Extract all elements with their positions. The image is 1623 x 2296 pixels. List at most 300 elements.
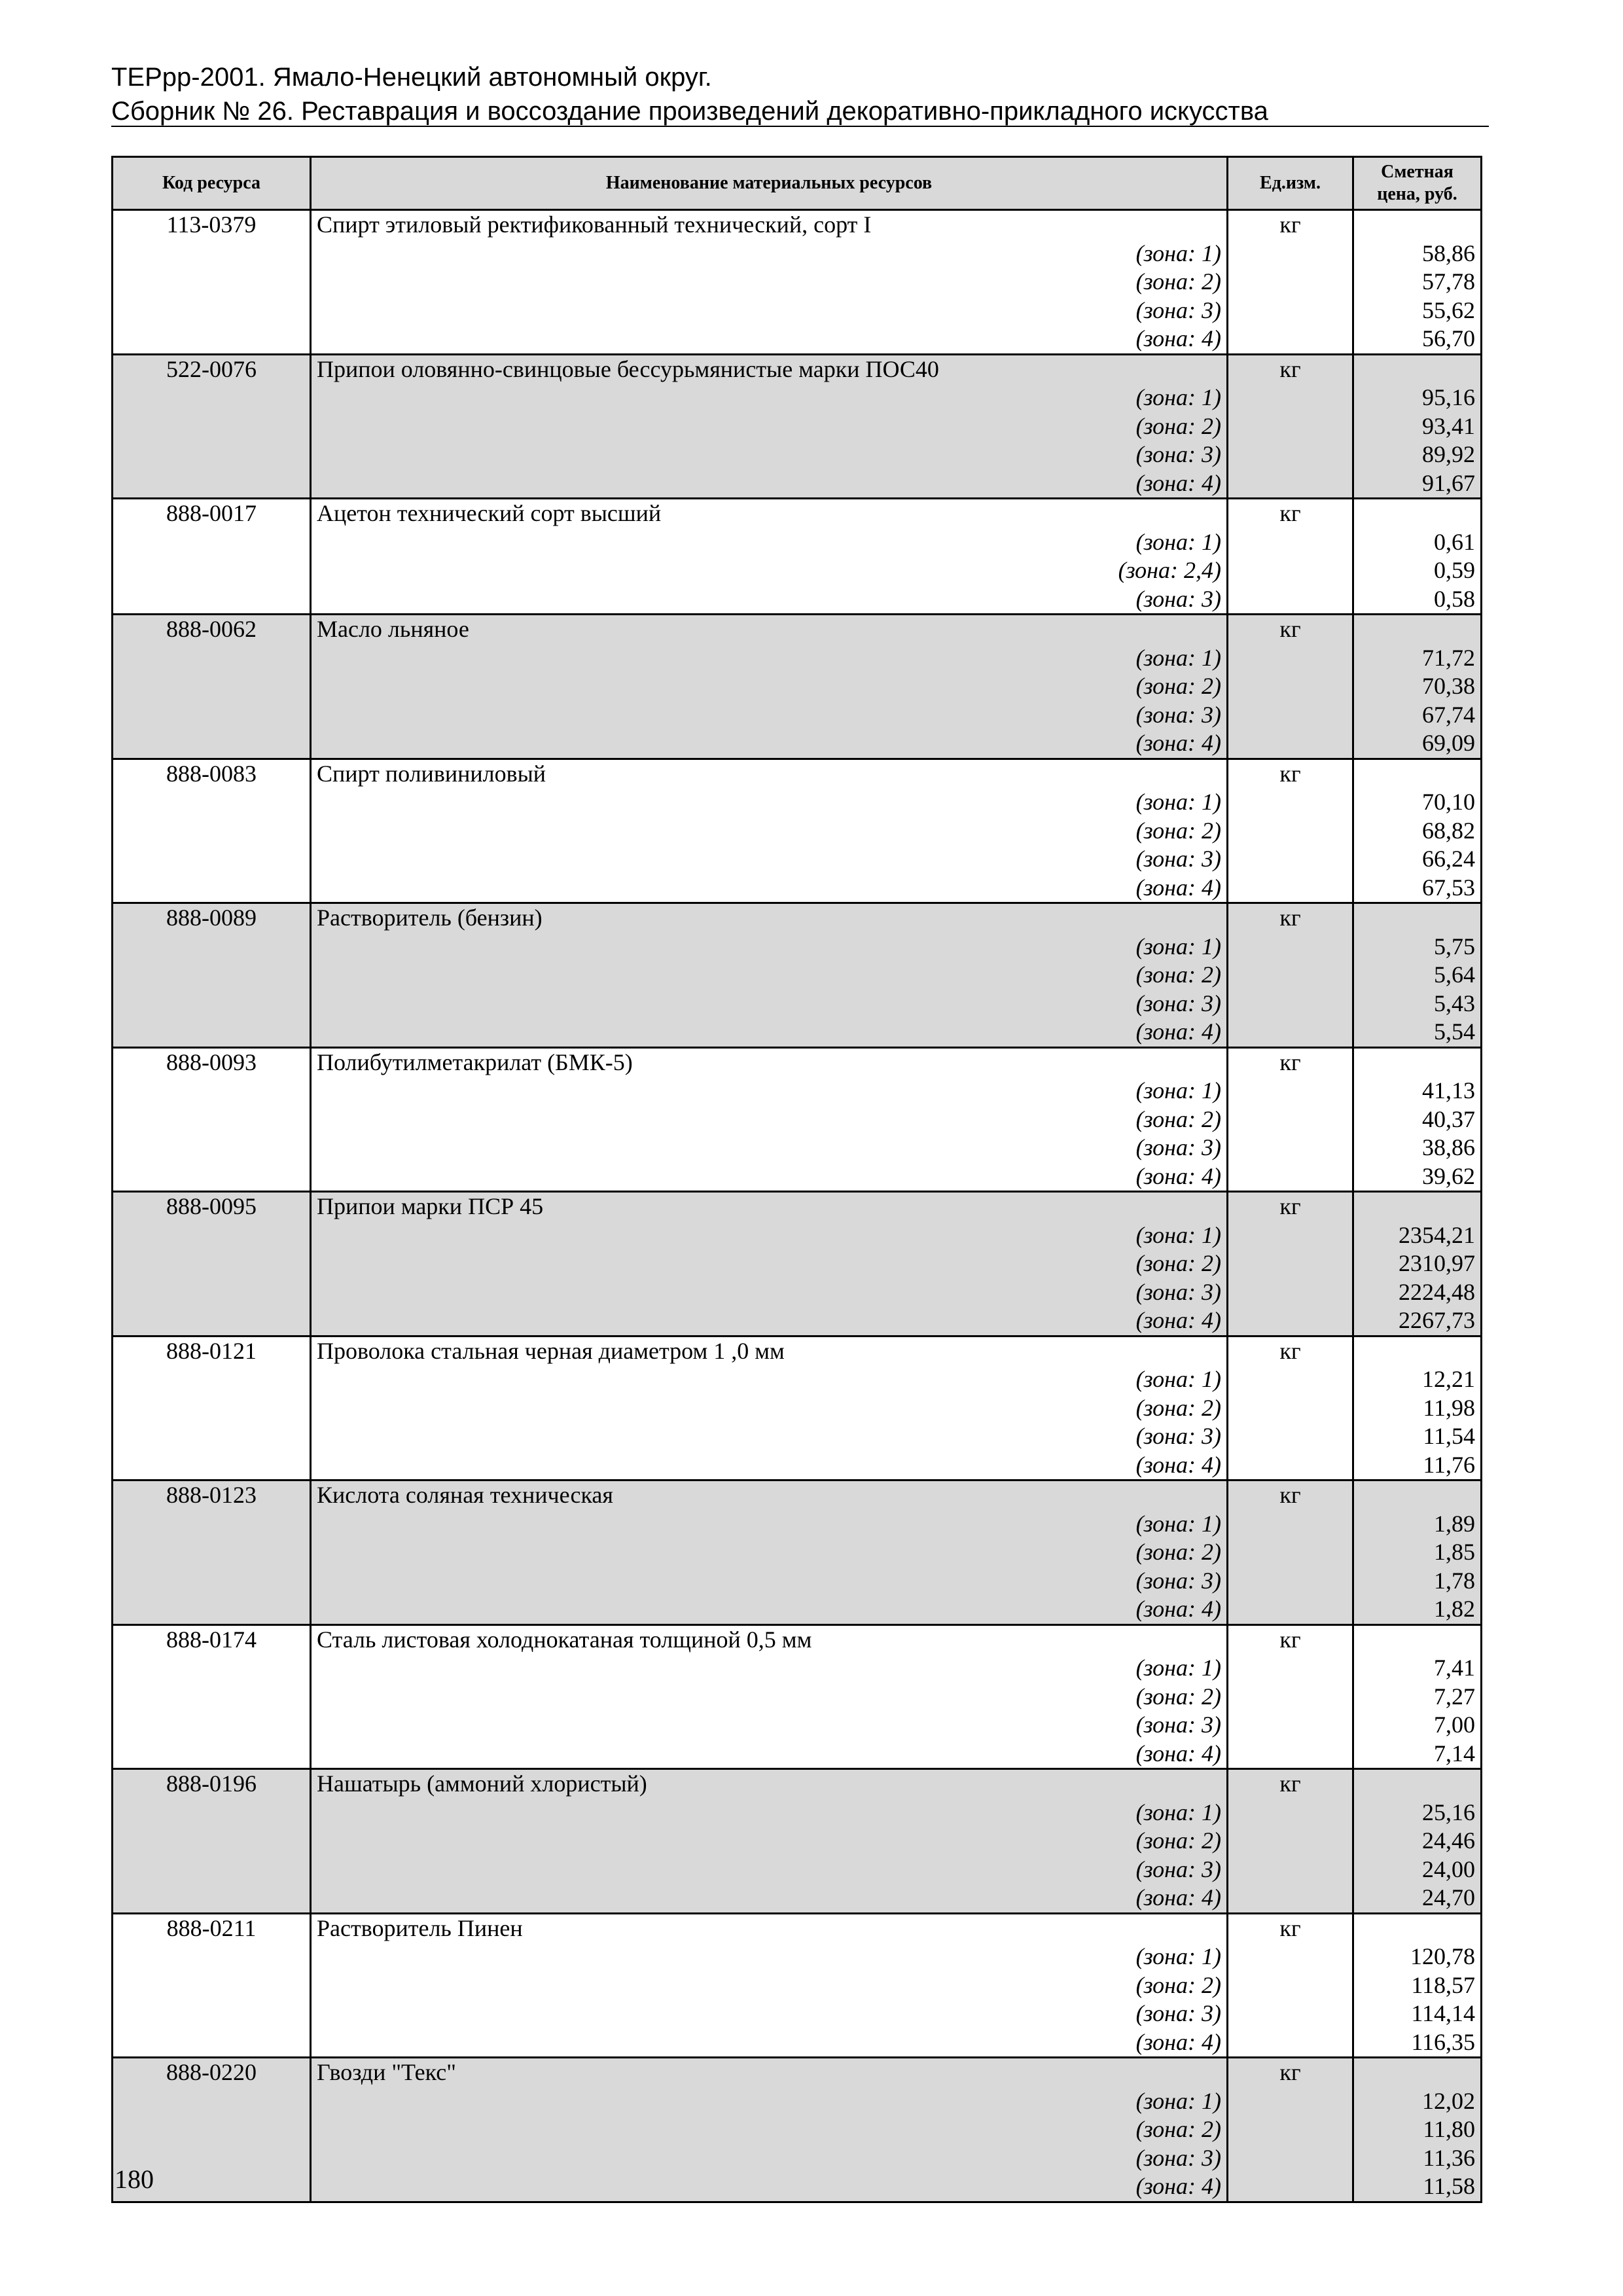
zone-price: 69,09 bbox=[1353, 729, 1482, 759]
col-header-unit: Ед.изм. bbox=[1228, 157, 1353, 210]
resource-name: Масло льняное bbox=[311, 615, 1228, 644]
zone-price: 11,36 bbox=[1353, 2144, 1482, 2173]
table-row bbox=[113, 1451, 1482, 1480]
empty-cell bbox=[113, 1221, 311, 1250]
zone-price: 70,38 bbox=[1353, 672, 1482, 701]
col-header-price-line1: Сметная bbox=[1381, 162, 1454, 182]
empty-cell bbox=[113, 2028, 311, 2058]
table-row bbox=[113, 644, 1482, 673]
empty-cell bbox=[113, 1162, 311, 1192]
table-row bbox=[113, 440, 1482, 469]
empty-cell bbox=[113, 644, 311, 673]
table-row bbox=[113, 1221, 1482, 1250]
zone-price: 68,82 bbox=[1353, 817, 1482, 846]
table-row bbox=[113, 1711, 1482, 1740]
table-row bbox=[113, 1192, 1482, 1221]
empty-cell bbox=[1228, 1827, 1353, 1856]
document-title: ТЕРрр-2001. Ямало-Ненецкий автономный округ. bbox=[111, 63, 712, 92]
empty-cell bbox=[113, 1422, 311, 1451]
empty-cell bbox=[1353, 354, 1482, 384]
zone-price: 114,14 bbox=[1353, 2000, 1482, 2028]
zone-price: 2224,48 bbox=[1353, 1278, 1482, 1307]
resource-code: 888-0062 bbox=[113, 615, 311, 644]
table-row bbox=[113, 1480, 1482, 1510]
resource-name: Припои марки ПСР 45 bbox=[311, 1192, 1228, 1221]
table-row bbox=[113, 615, 1482, 644]
empty-cell bbox=[1353, 499, 1482, 528]
empty-cell bbox=[113, 556, 311, 585]
table-row bbox=[113, 788, 1482, 817]
zone-price: 41,13 bbox=[1353, 1077, 1482, 1105]
table-row bbox=[113, 2087, 1482, 2116]
table-row bbox=[113, 210, 1482, 240]
zone-price: 57,78 bbox=[1353, 268, 1482, 296]
empty-cell bbox=[1228, 384, 1353, 412]
table-row bbox=[113, 903, 1482, 933]
table-row bbox=[113, 2144, 1482, 2173]
empty-cell bbox=[113, 325, 311, 354]
zone-label: (зона: 4) bbox=[311, 325, 1228, 354]
empty-cell bbox=[1228, 325, 1353, 354]
zone-label: (зона: 1) bbox=[311, 1943, 1228, 1971]
zone-price: 71,72 bbox=[1353, 644, 1482, 673]
empty-cell bbox=[1228, 1683, 1353, 1712]
empty-cell bbox=[1228, 729, 1353, 759]
resource-name: Кислота соляная техническая bbox=[311, 1480, 1228, 1510]
zone-label: (зона: 1) bbox=[311, 528, 1228, 557]
empty-cell bbox=[113, 1884, 311, 1913]
zone-price: 0,61 bbox=[1353, 528, 1482, 557]
zone-label: (зона: 4) bbox=[311, 1018, 1228, 1047]
empty-cell bbox=[1353, 615, 1482, 644]
empty-cell bbox=[1228, 469, 1353, 499]
zone-label: (зона: 2) bbox=[311, 1683, 1228, 1712]
zone-label: (зона: 3) bbox=[311, 2144, 1228, 2173]
empty-cell bbox=[113, 2000, 311, 2028]
resource-unit: кг bbox=[1228, 1336, 1353, 1365]
resource-name: Полибутилметакрилат (БМК-5) bbox=[311, 1047, 1228, 1077]
empty-cell bbox=[113, 1711, 311, 1740]
zone-price: 7,14 bbox=[1353, 1740, 1482, 1769]
table-row bbox=[113, 1306, 1482, 1336]
zone-label: (зона: 4) bbox=[311, 1306, 1228, 1336]
empty-cell bbox=[113, 240, 311, 268]
empty-cell bbox=[1228, 1856, 1353, 1884]
zone-label: (зона: 4) bbox=[311, 1740, 1228, 1769]
table-row bbox=[113, 729, 1482, 759]
zone-price: 67,53 bbox=[1353, 874, 1482, 903]
zone-price: 2267,73 bbox=[1353, 1306, 1482, 1336]
resource-name: Гвозди "Текс" bbox=[311, 2058, 1228, 2087]
resource-code: 522-0076 bbox=[113, 354, 311, 384]
zone-price: 25,16 bbox=[1353, 1799, 1482, 1827]
empty-cell bbox=[1228, 1018, 1353, 1047]
zone-price: 12,21 bbox=[1353, 1365, 1482, 1394]
zone-price: 70,10 bbox=[1353, 788, 1482, 817]
col-header-name: Наименование материальных ресурсов bbox=[311, 157, 1228, 210]
table-row bbox=[113, 1943, 1482, 1971]
table-row bbox=[113, 528, 1482, 557]
zone-label: (зона: 3) bbox=[311, 1856, 1228, 1884]
table-row bbox=[113, 469, 1482, 499]
table-row bbox=[113, 1077, 1482, 1105]
zone-price: 11,80 bbox=[1353, 2115, 1482, 2144]
zone-label: (зона: 2) bbox=[311, 1971, 1228, 2000]
page-number: 180 bbox=[115, 2164, 154, 2194]
empty-cell bbox=[113, 2115, 311, 2144]
empty-cell bbox=[1228, 2144, 1353, 2173]
empty-cell bbox=[113, 874, 311, 903]
empty-cell bbox=[1228, 296, 1353, 325]
empty-cell bbox=[113, 1827, 311, 1856]
zone-price: 7,41 bbox=[1353, 1654, 1482, 1683]
resource-name: Нашатырь (аммоний хлористый) bbox=[311, 1769, 1228, 1799]
empty-cell bbox=[113, 384, 311, 412]
zone-label: (зона: 2) bbox=[311, 1394, 1228, 1423]
empty-cell bbox=[1228, 990, 1353, 1018]
table-row bbox=[113, 1913, 1482, 1943]
table-row bbox=[113, 961, 1482, 990]
empty-cell bbox=[1228, 2115, 1353, 2144]
empty-cell bbox=[113, 268, 311, 296]
table-row bbox=[113, 874, 1482, 903]
table-row bbox=[113, 2058, 1482, 2087]
resource-code: 888-0211 bbox=[113, 1913, 311, 1943]
empty-cell bbox=[1228, 1971, 1353, 2000]
zone-price: 11,98 bbox=[1353, 1394, 1482, 1423]
resource-name: Растворитель (бензин) bbox=[311, 903, 1228, 933]
table-row bbox=[113, 1595, 1482, 1624]
zone-label: (зона: 2) bbox=[311, 2115, 1228, 2144]
table-row bbox=[113, 817, 1482, 846]
zone-label: (зона: 4) bbox=[311, 1162, 1228, 1192]
zone-label: (зона: 3) bbox=[311, 1711, 1228, 1740]
empty-cell bbox=[113, 1018, 311, 1047]
zone-price: 55,62 bbox=[1353, 296, 1482, 325]
zone-label: (зона: 3) bbox=[311, 440, 1228, 469]
empty-cell bbox=[113, 817, 311, 846]
empty-cell bbox=[113, 2087, 311, 2116]
zone-label: (зона: 3) bbox=[311, 845, 1228, 874]
empty-cell bbox=[1353, 1624, 1482, 1654]
zone-label: (зона: 3) bbox=[311, 1134, 1228, 1162]
zone-label: (зона: 3) bbox=[311, 585, 1228, 615]
empty-cell bbox=[1228, 2000, 1353, 2028]
empty-cell bbox=[1228, 440, 1353, 469]
resource-unit: кг bbox=[1228, 354, 1353, 384]
zone-label: (зона: 4) bbox=[311, 1451, 1228, 1480]
zone-label: (зона: 1) bbox=[311, 1799, 1228, 1827]
empty-cell bbox=[1228, 1567, 1353, 1596]
zone-price: 39,62 bbox=[1353, 1162, 1482, 1192]
zone-price: 40,37 bbox=[1353, 1105, 1482, 1134]
header-divider bbox=[111, 126, 1489, 127]
empty-cell bbox=[113, 1740, 311, 1769]
zone-price: 58,86 bbox=[1353, 240, 1482, 268]
empty-cell bbox=[1228, 585, 1353, 615]
empty-cell bbox=[113, 1249, 311, 1278]
resource-unit: кг bbox=[1228, 759, 1353, 788]
zone-price: 11,58 bbox=[1353, 2172, 1482, 2202]
zone-price: 7,00 bbox=[1353, 1711, 1482, 1740]
zone-price: 7,27 bbox=[1353, 1683, 1482, 1712]
zone-price: 24,46 bbox=[1353, 1827, 1482, 1856]
table-header-row bbox=[113, 157, 1482, 210]
collection-title: Сборник № 26. Реставрация и воссоздание произведений декоративно-прикладного искусства bbox=[111, 97, 1268, 126]
zone-label: (зона: 1) bbox=[311, 788, 1228, 817]
zone-label: (зона: 2) bbox=[311, 1249, 1228, 1278]
table-row bbox=[113, 585, 1482, 615]
empty-cell bbox=[1353, 1192, 1482, 1221]
empty-cell bbox=[1228, 1740, 1353, 1769]
zone-label: (зона: 3) bbox=[311, 1567, 1228, 1596]
table-row bbox=[113, 672, 1482, 701]
zone-price: 11,54 bbox=[1353, 1422, 1482, 1451]
zone-label: (зона: 4) bbox=[311, 2172, 1228, 2202]
resource-name: Спирт поливиниловый bbox=[311, 759, 1228, 788]
table-row bbox=[113, 2028, 1482, 2058]
table-row bbox=[113, 1422, 1482, 1451]
resources-body bbox=[113, 210, 1482, 2202]
zone-label: (зона: 3) bbox=[311, 296, 1228, 325]
empty-cell bbox=[1353, 903, 1482, 933]
empty-cell bbox=[1228, 1510, 1353, 1539]
table-row bbox=[113, 1510, 1482, 1539]
zone-label: (зона: 1) bbox=[311, 240, 1228, 268]
table-row bbox=[113, 1827, 1482, 1856]
table-row bbox=[113, 1654, 1482, 1683]
zone-price: 95,16 bbox=[1353, 384, 1482, 412]
table-row bbox=[113, 1740, 1482, 1769]
table-row bbox=[113, 1278, 1482, 1307]
empty-cell bbox=[113, 440, 311, 469]
resource-code: 888-0121 bbox=[113, 1336, 311, 1365]
empty-cell bbox=[1228, 1451, 1353, 1480]
empty-cell bbox=[1228, 1077, 1353, 1105]
empty-cell bbox=[113, 296, 311, 325]
zone-label: (зона: 1) bbox=[311, 2087, 1228, 2116]
resource-name: Припои оловянно-свинцовые бессурьмянистые марки ПОС40 bbox=[311, 354, 1228, 384]
table-row bbox=[113, 701, 1482, 730]
table-row bbox=[113, 2115, 1482, 2144]
zone-label: (зона: 2) bbox=[311, 1827, 1228, 1856]
zone-label: (зона: 4) bbox=[311, 2028, 1228, 2058]
empty-cell bbox=[1353, 1480, 1482, 1510]
zone-price: 5,43 bbox=[1353, 990, 1482, 1018]
empty-cell bbox=[113, 1134, 311, 1162]
empty-cell bbox=[113, 1971, 311, 2000]
empty-cell bbox=[1228, 1221, 1353, 1250]
zone-label: (зона: 3) bbox=[311, 701, 1228, 730]
empty-cell bbox=[1228, 1278, 1353, 1307]
zone-label: (зона: 3) bbox=[311, 990, 1228, 1018]
empty-cell bbox=[1228, 2087, 1353, 2116]
empty-cell bbox=[1353, 1769, 1482, 1799]
empty-cell bbox=[1228, 961, 1353, 990]
zone-label: (зона: 1) bbox=[311, 1221, 1228, 1250]
empty-cell bbox=[113, 1943, 311, 1971]
empty-cell bbox=[113, 1654, 311, 1683]
resource-unit: кг bbox=[1228, 499, 1353, 528]
table-row bbox=[113, 1394, 1482, 1423]
table-row bbox=[113, 1018, 1482, 1047]
zone-label: (зона: 4) bbox=[311, 729, 1228, 759]
table-row bbox=[113, 1162, 1482, 1192]
resource-code: 888-0220 bbox=[113, 2058, 311, 2087]
zone-price: 38,86 bbox=[1353, 1134, 1482, 1162]
zone-label: (зона: 1) bbox=[311, 1654, 1228, 1683]
empty-cell bbox=[113, 1278, 311, 1307]
page-header bbox=[111, 60, 1486, 128]
table-row bbox=[113, 325, 1482, 354]
resource-unit: кг bbox=[1228, 615, 1353, 644]
resource-unit: кг bbox=[1228, 210, 1353, 240]
zone-price: 1,82 bbox=[1353, 1595, 1482, 1624]
table-row bbox=[113, 556, 1482, 585]
empty-cell bbox=[113, 1799, 311, 1827]
empty-cell bbox=[1228, 845, 1353, 874]
zone-label: (зона: 1) bbox=[311, 384, 1228, 412]
empty-cell bbox=[1228, 817, 1353, 846]
empty-cell bbox=[113, 933, 311, 961]
zone-price: 66,24 bbox=[1353, 845, 1482, 874]
zone-label: (зона: 2) bbox=[311, 817, 1228, 846]
resource-code: 888-0196 bbox=[113, 1769, 311, 1799]
zone-price: 1,89 bbox=[1353, 1510, 1482, 1539]
table-row bbox=[113, 2172, 1482, 2202]
col-header-price bbox=[1353, 157, 1482, 210]
resource-code: 888-0017 bbox=[113, 499, 311, 528]
zone-label: (зона: 1) bbox=[311, 1365, 1228, 1394]
table-row bbox=[113, 1567, 1482, 1596]
empty-cell bbox=[113, 469, 311, 499]
empty-cell bbox=[113, 1365, 311, 1394]
resource-code: 888-0093 bbox=[113, 1047, 311, 1077]
zone-price: 91,67 bbox=[1353, 469, 1482, 499]
zone-label: (зона: 1) bbox=[311, 933, 1228, 961]
table-row bbox=[113, 240, 1482, 268]
empty-cell bbox=[113, 412, 311, 441]
table-row bbox=[113, 1856, 1482, 1884]
zone-label: (зона: 2) bbox=[311, 1538, 1228, 1567]
table-row bbox=[113, 990, 1482, 1018]
zone-price: 93,41 bbox=[1353, 412, 1482, 441]
resource-code: 888-0095 bbox=[113, 1192, 311, 1221]
zone-price: 5,75 bbox=[1353, 933, 1482, 961]
empty-cell bbox=[1228, 1711, 1353, 1740]
empty-cell bbox=[1353, 210, 1482, 240]
empty-cell bbox=[1228, 1162, 1353, 1192]
resource-name: Спирт этиловый ректификованный технический, сорт I bbox=[311, 210, 1228, 240]
empty-cell bbox=[113, 990, 311, 1018]
empty-cell bbox=[113, 1856, 311, 1884]
empty-cell bbox=[1353, 1913, 1482, 1943]
zone-price: 24,70 bbox=[1353, 1884, 1482, 1913]
zone-price: 1,85 bbox=[1353, 1538, 1482, 1567]
table-row bbox=[113, 412, 1482, 441]
resource-code: 888-0174 bbox=[113, 1624, 311, 1654]
empty-cell bbox=[1228, 556, 1353, 585]
table-row bbox=[113, 1538, 1482, 1567]
table-row bbox=[113, 384, 1482, 412]
zone-price: 56,70 bbox=[1353, 325, 1482, 354]
table-row bbox=[113, 1134, 1482, 1162]
empty-cell bbox=[1228, 412, 1353, 441]
empty-cell bbox=[1228, 1884, 1353, 1913]
table-row bbox=[113, 1971, 1482, 2000]
empty-cell bbox=[1228, 788, 1353, 817]
resource-name: Растворитель Пинен bbox=[311, 1913, 1228, 1943]
table-row bbox=[113, 2000, 1482, 2028]
resource-unit: кг bbox=[1228, 2058, 1353, 2087]
resource-code: 113-0379 bbox=[113, 210, 311, 240]
table-row bbox=[113, 1624, 1482, 1654]
resource-unit: кг bbox=[1228, 1913, 1353, 1943]
zone-label: (зона: 4) bbox=[311, 1884, 1228, 1913]
empty-cell bbox=[1228, 1249, 1353, 1278]
col-header-price-line2: цена, руб. bbox=[1377, 184, 1457, 204]
empty-cell bbox=[1228, 528, 1353, 557]
empty-cell bbox=[113, 1105, 311, 1134]
empty-cell bbox=[1353, 2058, 1482, 2087]
zone-label: (зона: 3) bbox=[311, 1422, 1228, 1451]
zone-label: (зона: 2) bbox=[311, 412, 1228, 441]
empty-cell bbox=[113, 701, 311, 730]
zone-label: (зона: 2) bbox=[311, 1105, 1228, 1134]
resource-code: 888-0089 bbox=[113, 903, 311, 933]
empty-cell bbox=[1228, 874, 1353, 903]
zone-price: 0,59 bbox=[1353, 556, 1482, 585]
empty-cell bbox=[113, 1595, 311, 1624]
empty-cell bbox=[1228, 1105, 1353, 1134]
zone-price: 2310,97 bbox=[1353, 1249, 1482, 1278]
empty-cell bbox=[113, 1567, 311, 1596]
empty-cell bbox=[113, 585, 311, 615]
empty-cell bbox=[113, 1510, 311, 1539]
empty-cell bbox=[113, 1394, 311, 1423]
empty-cell bbox=[1353, 1047, 1482, 1077]
zone-label: (зона: 2) bbox=[311, 961, 1228, 990]
empty-cell bbox=[1228, 1943, 1353, 1971]
zone-price: 0,58 bbox=[1353, 585, 1482, 615]
zone-price: 5,64 bbox=[1353, 961, 1482, 990]
table-row bbox=[113, 1249, 1482, 1278]
empty-cell bbox=[1228, 1134, 1353, 1162]
table-row bbox=[113, 296, 1482, 325]
zone-label: (зона: 1) bbox=[311, 1510, 1228, 1539]
empty-cell bbox=[113, 961, 311, 990]
empty-cell bbox=[1353, 1336, 1482, 1365]
zone-price: 24,00 bbox=[1353, 1856, 1482, 1884]
resource-unit: кг bbox=[1228, 1192, 1353, 1221]
zone-label: (зона: 4) bbox=[311, 874, 1228, 903]
col-header-code: Код ресурса bbox=[113, 157, 311, 210]
empty-cell bbox=[113, 1077, 311, 1105]
empty-cell bbox=[1228, 1799, 1353, 1827]
zone-label: (зона: 3) bbox=[311, 2000, 1228, 2028]
empty-cell bbox=[1228, 1306, 1353, 1336]
table-row bbox=[113, 499, 1482, 528]
empty-cell bbox=[1228, 644, 1353, 673]
zone-price: 116,35 bbox=[1353, 2028, 1482, 2058]
resource-unit: кг bbox=[1228, 1769, 1353, 1799]
zone-price: 2354,21 bbox=[1353, 1221, 1482, 1250]
zone-label: (зона: 2,4) bbox=[311, 556, 1228, 585]
zone-label: (зона: 1) bbox=[311, 1077, 1228, 1105]
zone-price: 120,78 bbox=[1353, 1943, 1482, 1971]
empty-cell bbox=[1353, 759, 1482, 788]
table-row bbox=[113, 759, 1482, 788]
